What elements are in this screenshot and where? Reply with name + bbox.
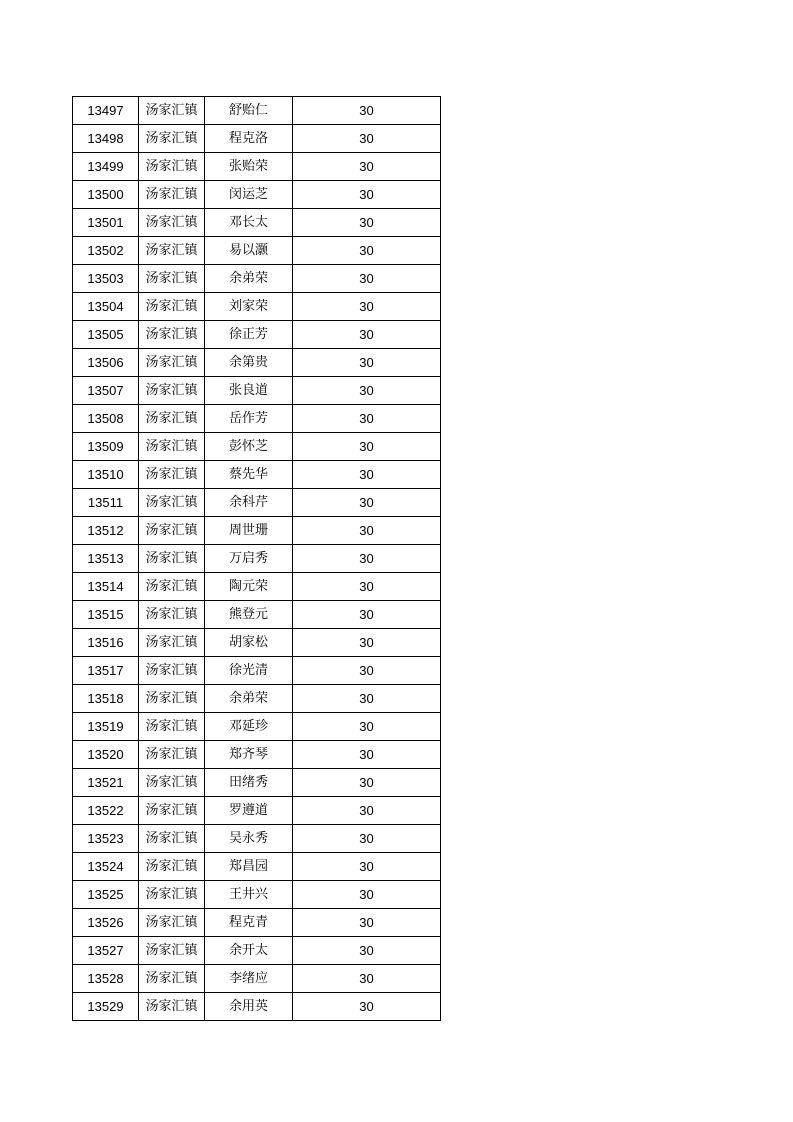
cell-id: 13518: [73, 685, 139, 713]
table-row: [73, 377, 441, 405]
cell-amount: 30: [293, 657, 441, 685]
cell-amount: 30: [293, 489, 441, 517]
cell-name: 余开太: [205, 937, 293, 965]
cell-town: 汤家汇镇: [139, 405, 205, 433]
cell-name: 熊登元: [205, 601, 293, 629]
cell-name: 胡家松: [205, 629, 293, 657]
cell-id: 13520: [73, 741, 139, 769]
cell-id: 13524: [73, 853, 139, 881]
cell-amount: 30: [293, 629, 441, 657]
data-table: [72, 96, 441, 1021]
table-body: [73, 97, 441, 1021]
cell-amount: 30: [293, 461, 441, 489]
cell-name: 闵运芝: [205, 181, 293, 209]
cell-amount: 30: [293, 181, 441, 209]
cell-town: 汤家汇镇: [139, 237, 205, 265]
cell-town: 汤家汇镇: [139, 433, 205, 461]
cell-town: 汤家汇镇: [139, 489, 205, 517]
table-row: [73, 517, 441, 545]
cell-town: 汤家汇镇: [139, 769, 205, 797]
cell-amount: 30: [293, 545, 441, 573]
table-row: [73, 461, 441, 489]
cell-name: 李绪应: [205, 965, 293, 993]
cell-amount: 30: [293, 601, 441, 629]
cell-id: 13503: [73, 265, 139, 293]
cell-amount: 30: [293, 237, 441, 265]
table-row: [73, 181, 441, 209]
cell-id: 13526: [73, 909, 139, 937]
cell-amount: 30: [293, 405, 441, 433]
table-row: [73, 601, 441, 629]
table-row: [73, 713, 441, 741]
cell-id: 13500: [73, 181, 139, 209]
cell-name: 舒贻仁: [205, 97, 293, 125]
cell-name: 刘家荣: [205, 293, 293, 321]
cell-amount: 30: [293, 713, 441, 741]
cell-name: 罗遵道: [205, 797, 293, 825]
cell-name: 邓延珍: [205, 713, 293, 741]
cell-name: 田绪秀: [205, 769, 293, 797]
cell-name: 程克青: [205, 909, 293, 937]
cell-amount: 30: [293, 321, 441, 349]
cell-name: 徐正芳: [205, 321, 293, 349]
table-row: [73, 629, 441, 657]
cell-amount: 30: [293, 881, 441, 909]
table-row: [73, 937, 441, 965]
cell-id: 13523: [73, 825, 139, 853]
cell-town: 汤家汇镇: [139, 909, 205, 937]
cell-name: 郑齐琴: [205, 741, 293, 769]
cell-amount: 30: [293, 125, 441, 153]
cell-id: 13514: [73, 573, 139, 601]
cell-name: 张贻荣: [205, 153, 293, 181]
cell-id: 13501: [73, 209, 139, 237]
table-row: [73, 405, 441, 433]
cell-town: 汤家汇镇: [139, 181, 205, 209]
cell-id: 13527: [73, 937, 139, 965]
cell-amount: 30: [293, 293, 441, 321]
cell-id: 13528: [73, 965, 139, 993]
cell-town: 汤家汇镇: [139, 601, 205, 629]
cell-town: 汤家汇镇: [139, 685, 205, 713]
cell-name: 岳作芳: [205, 405, 293, 433]
table-row: [73, 97, 441, 125]
cell-amount: 30: [293, 377, 441, 405]
cell-amount: 30: [293, 433, 441, 461]
cell-amount: 30: [293, 349, 441, 377]
cell-town: 汤家汇镇: [139, 265, 205, 293]
cell-name: 余科芹: [205, 489, 293, 517]
cell-name: 徐光清: [205, 657, 293, 685]
table-row: [73, 881, 441, 909]
cell-name: 吴永秀: [205, 825, 293, 853]
cell-id: 13499: [73, 153, 139, 181]
cell-town: 汤家汇镇: [139, 125, 205, 153]
cell-town: 汤家汇镇: [139, 629, 205, 657]
cell-town: 汤家汇镇: [139, 97, 205, 125]
table-row: [73, 825, 441, 853]
cell-name: 周世珊: [205, 517, 293, 545]
cell-town: 汤家汇镇: [139, 741, 205, 769]
cell-amount: 30: [293, 797, 441, 825]
table-row: [73, 993, 441, 1021]
cell-town: 汤家汇镇: [139, 209, 205, 237]
cell-id: 13502: [73, 237, 139, 265]
cell-id: 13510: [73, 461, 139, 489]
cell-name: 余弟荣: [205, 685, 293, 713]
cell-town: 汤家汇镇: [139, 657, 205, 685]
cell-name: 余用英: [205, 993, 293, 1021]
cell-amount: 30: [293, 769, 441, 797]
cell-name: 彭怀芝: [205, 433, 293, 461]
cell-town: 汤家汇镇: [139, 965, 205, 993]
table-row: [73, 321, 441, 349]
cell-town: 汤家汇镇: [139, 153, 205, 181]
cell-town: 汤家汇镇: [139, 853, 205, 881]
cell-town: 汤家汇镇: [139, 517, 205, 545]
cell-amount: 30: [293, 517, 441, 545]
cell-amount: 30: [293, 209, 441, 237]
cell-name: 郑昌园: [205, 853, 293, 881]
cell-id: 13506: [73, 349, 139, 377]
cell-town: 汤家汇镇: [139, 321, 205, 349]
cell-name: 易以灏: [205, 237, 293, 265]
table-row: [73, 237, 441, 265]
cell-id: 13522: [73, 797, 139, 825]
table-row: [73, 153, 441, 181]
cell-id: 13505: [73, 321, 139, 349]
table-row: [73, 769, 441, 797]
table-row: [73, 293, 441, 321]
cell-amount: 30: [293, 937, 441, 965]
table-row: [73, 741, 441, 769]
table-row: [73, 657, 441, 685]
cell-town: 汤家汇镇: [139, 797, 205, 825]
table-row: [73, 489, 441, 517]
table-row: [73, 797, 441, 825]
cell-id: 13517: [73, 657, 139, 685]
cell-id: 13529: [73, 993, 139, 1021]
table-row: [73, 685, 441, 713]
cell-id: 13497: [73, 97, 139, 125]
table-row: [73, 209, 441, 237]
table-row: [73, 125, 441, 153]
table-row: [73, 265, 441, 293]
cell-name: 陶元荣: [205, 573, 293, 601]
cell-town: 汤家汇镇: [139, 377, 205, 405]
cell-id: 13516: [73, 629, 139, 657]
cell-amount: 30: [293, 573, 441, 601]
cell-name: 邓长太: [205, 209, 293, 237]
cell-id: 13515: [73, 601, 139, 629]
cell-name: 王井兴: [205, 881, 293, 909]
cell-id: 13508: [73, 405, 139, 433]
cell-id: 13504: [73, 293, 139, 321]
cell-amount: 30: [293, 965, 441, 993]
cell-town: 汤家汇镇: [139, 461, 205, 489]
cell-town: 汤家汇镇: [139, 825, 205, 853]
cell-id: 13512: [73, 517, 139, 545]
cell-town: 汤家汇镇: [139, 993, 205, 1021]
table-row: [73, 573, 441, 601]
cell-id: 13521: [73, 769, 139, 797]
table-row: [73, 545, 441, 573]
cell-town: 汤家汇镇: [139, 713, 205, 741]
table-row: [73, 853, 441, 881]
cell-id: 13525: [73, 881, 139, 909]
cell-amount: 30: [293, 853, 441, 881]
cell-id: 13509: [73, 433, 139, 461]
cell-name: 程克洛: [205, 125, 293, 153]
cell-town: 汤家汇镇: [139, 881, 205, 909]
cell-id: 13507: [73, 377, 139, 405]
cell-id: 13511: [73, 489, 139, 517]
cell-amount: 30: [293, 685, 441, 713]
cell-name: 余第贵: [205, 349, 293, 377]
cell-town: 汤家汇镇: [139, 937, 205, 965]
cell-id: 13519: [73, 713, 139, 741]
cell-town: 汤家汇镇: [139, 349, 205, 377]
cell-amount: 30: [293, 909, 441, 937]
cell-name: 张良道: [205, 377, 293, 405]
cell-name: 万启秀: [205, 545, 293, 573]
table-row: [73, 349, 441, 377]
cell-id: 13498: [73, 125, 139, 153]
table-row: [73, 909, 441, 937]
table-row: [73, 965, 441, 993]
cell-town: 汤家汇镇: [139, 545, 205, 573]
cell-name: 蔡先华: [205, 461, 293, 489]
cell-name: 余弟荣: [205, 265, 293, 293]
cell-amount: 30: [293, 825, 441, 853]
cell-amount: 30: [293, 741, 441, 769]
cell-town: 汤家汇镇: [139, 573, 205, 601]
table-row: [73, 433, 441, 461]
cell-amount: 30: [293, 265, 441, 293]
cell-id: 13513: [73, 545, 139, 573]
cell-town: 汤家汇镇: [139, 293, 205, 321]
cell-amount: 30: [293, 153, 441, 181]
cell-amount: 30: [293, 97, 441, 125]
cell-amount: 30: [293, 993, 441, 1021]
